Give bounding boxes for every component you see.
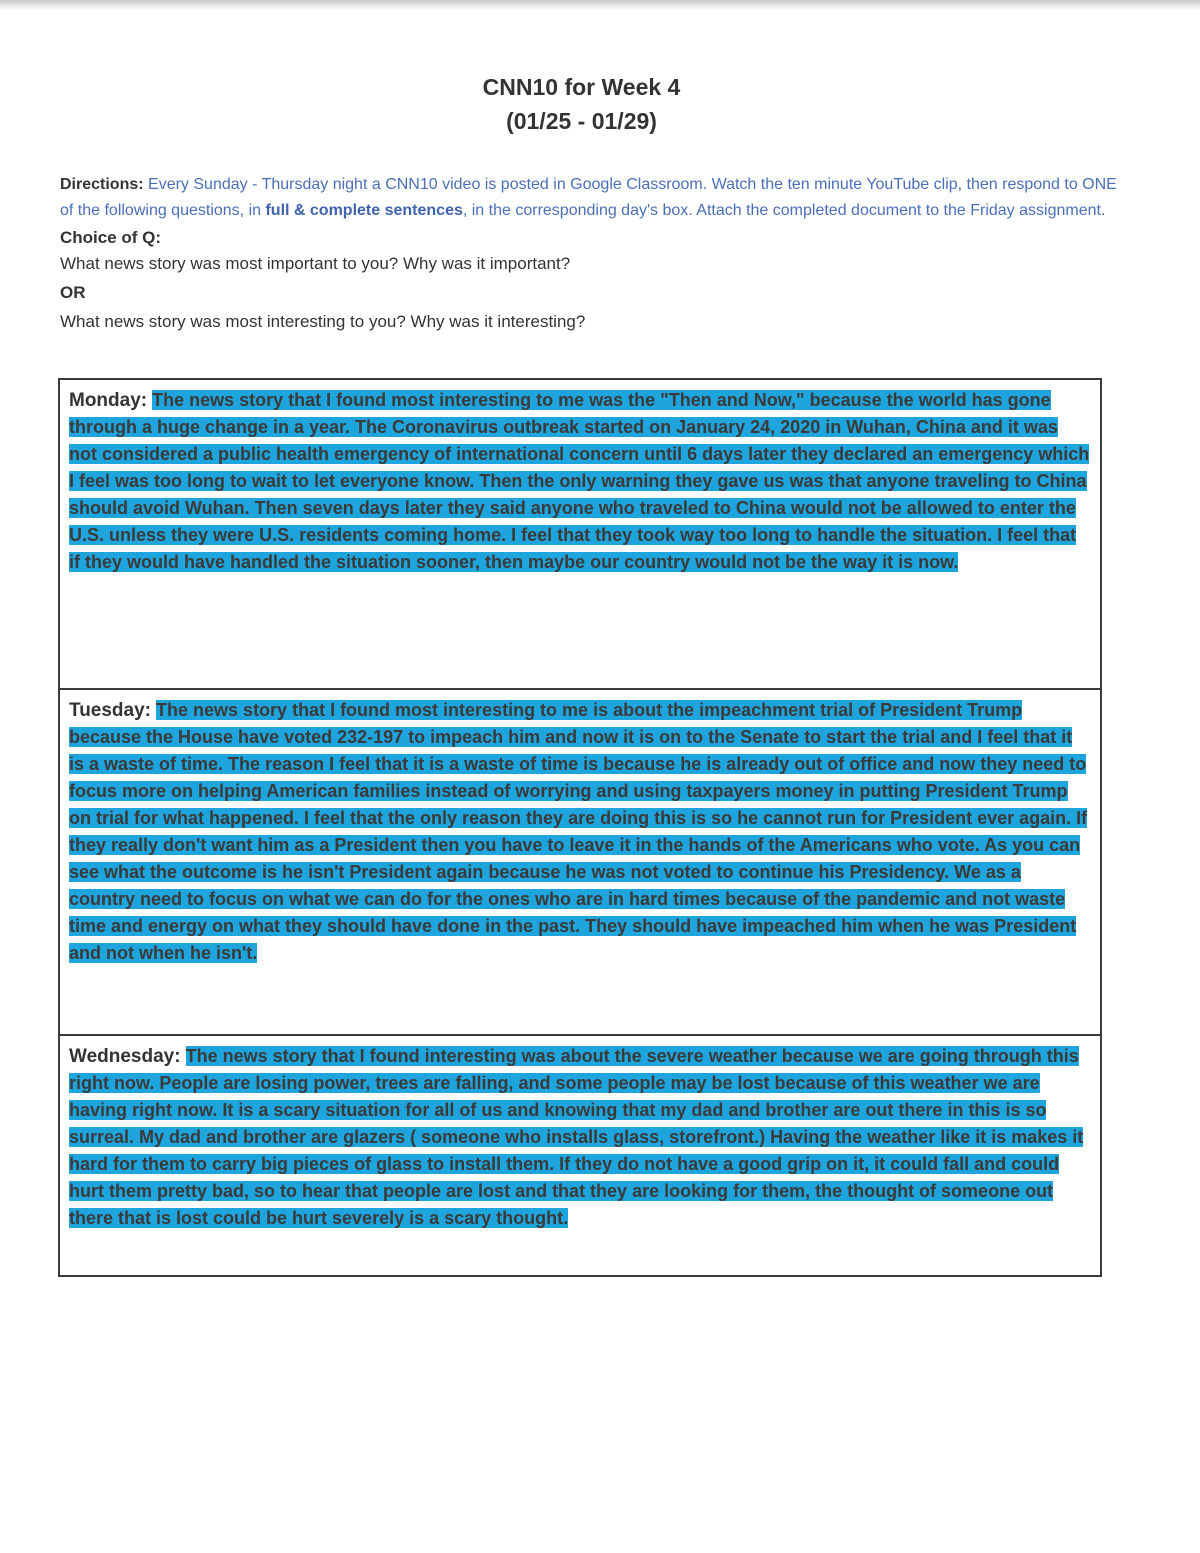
directions-paragraph	[60, 172, 1120, 224]
page-title: CNN10 for Week 4	[482, 74, 681, 100]
question-important: What news story was most important to you? Why was it important?	[60, 254, 571, 273]
monday-response-box	[60, 380, 1100, 688]
title-block	[0, 70, 1163, 138]
tuesday-label: Tuesday:	[69, 700, 152, 721]
wednesday-response-text: The news story that I found interesting was about the severe weather because we are going through this right now. People are losing power, trees are falling, and some people may be lost because of this weather we are having right now. It is a scary situation for all of us and knowing that my dad and brother are out there in this is so surreal. My dad and brother are glazers ( someone who installs glass, storefront.) Having the weather like it is makes it hard for them to carry big pieces of glass to install them. If they do not have a good grip on it, it could fall and could hurt them pretty bad, so to hear that people are lost and that they are looking for them, the thought of someone out there that is lost could be hurt severely is a scary thought.	[69, 1046, 1084, 1228]
question-interesting: What news story was most interesting to you? Why was it interesting?	[60, 312, 586, 331]
wednesday-label: Wednesday:	[69, 1046, 181, 1067]
monday-label: Monday:	[69, 390, 148, 411]
directions-label: Directions:	[60, 176, 144, 193]
response-table	[58, 378, 1102, 1277]
date-range: (01/25 - 01/29)	[506, 108, 657, 134]
instructions	[60, 172, 1120, 335]
choice-label: Choice of Q:	[60, 228, 162, 247]
wednesday-response-box	[60, 1034, 1100, 1275]
directions-text-1: Every Sunday - Thursday night a CNN10 video is posted in Google Classroom. Watch the ten minute YouTube clip, then respond to ONE of the following questions, in	[60, 176, 1117, 219]
tuesday-response-text: The news story that I found most interesting to me is about the impeachment trial of President Trump because the House have voted 232-197 to impeach him and now it is on to the Senate to start the trial and I feel that it is a waste of time. The reason I feel that it is a waste of time is because he is already out of office and now they need to focus more on helping American families instead of worrying and using taxpayers money in putting President Trump on trial for what happened. I feel that the only reason they are doing this is so he cannot run for President ever again. If they really don't want him as a President then you have to leave it in the hands of the Americans who vote. As you can see what the outcome is he isn't President again because he was not voted to continue his Presidency. We as a country need to focus on what we can do for the ones who are in hard times because of the pandemic and not waste time and energy on what they should have done in the past. They should have impeached him when he was President and not when he isn't.	[69, 700, 1088, 963]
monday-response-text: The news story that I found most interesting to me was the "Then and Now," because the world has gone through a huge change in a year. The Coronavirus outbreak started on January 24, 2020 in Wuhan, China and it was not considered a public health emergency of international concern until 6 days later they declared an emergency which I feel was too long to wait to let everyone know. Then the only warning they gave us was that anyone traveling to China should avoid Wuhan. Then seven days later they said anyone who traveled to China would not be allowed to enter the U.S. unless they were U.S. residents coming home. I feel that they took way too long to handle the situation. I feel that if they would have handled the situation sooner, then maybe our country would not be the way it is now.	[69, 390, 1090, 572]
or-separator: OR	[60, 283, 86, 302]
directions-text-2: , in the corresponding day's box. Attach the completed document to the Friday assignment.	[462, 202, 1106, 219]
directions-emphasis: full & complete sentences	[265, 202, 463, 219]
tuesday-response-box	[60, 688, 1100, 1034]
scan-edge	[0, 0, 1200, 10]
